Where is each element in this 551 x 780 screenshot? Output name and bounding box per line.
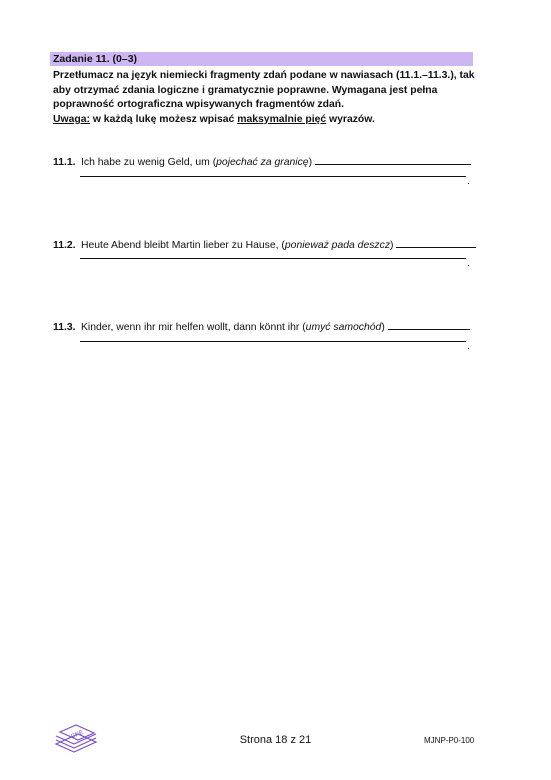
item-hint: pojechać za granicę bbox=[216, 157, 309, 168]
note-emphasis: maksymalnie pięć bbox=[237, 113, 327, 125]
item-number: 11.3. bbox=[53, 322, 76, 333]
answer-gap[interactable] bbox=[388, 319, 470, 330]
task-instructions bbox=[53, 69, 478, 127]
answer-line[interactable] bbox=[80, 341, 466, 342]
task-title: Zadanie 11. (0–3) bbox=[53, 53, 138, 65]
instruction-line: Przetłumacz na język niemiecki fragmenty zdań podane w nawiasach (11.1.–11.3.), tak bbox=[53, 70, 475, 81]
line-end-dot: . bbox=[467, 258, 470, 269]
item-11-1: 11.1. Ich habe zu wenig Geld, um (pojechać za granicę) bbox=[53, 154, 473, 170]
answer-gap[interactable] bbox=[396, 237, 476, 248]
item-number: 11.2. bbox=[53, 240, 76, 251]
answer-line[interactable] bbox=[80, 176, 466, 177]
item-11-3: 11.3. Kinder, wenn ihr mir helfen wollt, dann könnt ihr (umyć samochód) bbox=[53, 319, 473, 335]
page-number: Strona 18 z 21 bbox=[239, 734, 312, 746]
item-hint: ponieważ pada deszcz bbox=[284, 240, 391, 251]
item-hint: umyć samochód bbox=[305, 322, 382, 333]
item-11-2: 11.2. Heute Abend bleibt Martin lieber zu Hause, (ponieważ pada deszcz) bbox=[53, 237, 473, 253]
answer-line[interactable] bbox=[80, 258, 466, 259]
exam-code: MJNP-P0-100 bbox=[424, 736, 475, 745]
line-end-dot: . bbox=[467, 341, 470, 352]
note-label: Uwaga: bbox=[53, 113, 90, 125]
note-line: Uwaga: w każdą lukę możesz wpisać maksymalnie pięć wyrazów. bbox=[53, 113, 375, 125]
instruction-line: poprawność ortograficzna wpisywanych fragmentów zdań. bbox=[53, 99, 344, 111]
line-end-dot: . bbox=[467, 176, 470, 187]
answer-gap[interactable] bbox=[315, 154, 471, 165]
instruction-line: aby otrzymać zdania logiczne i gramatycznie poprawne. Wymagana jest pełna bbox=[53, 84, 438, 96]
svg-text:CKE: CKE bbox=[70, 729, 85, 741]
item-number: 11.1. bbox=[53, 157, 76, 168]
